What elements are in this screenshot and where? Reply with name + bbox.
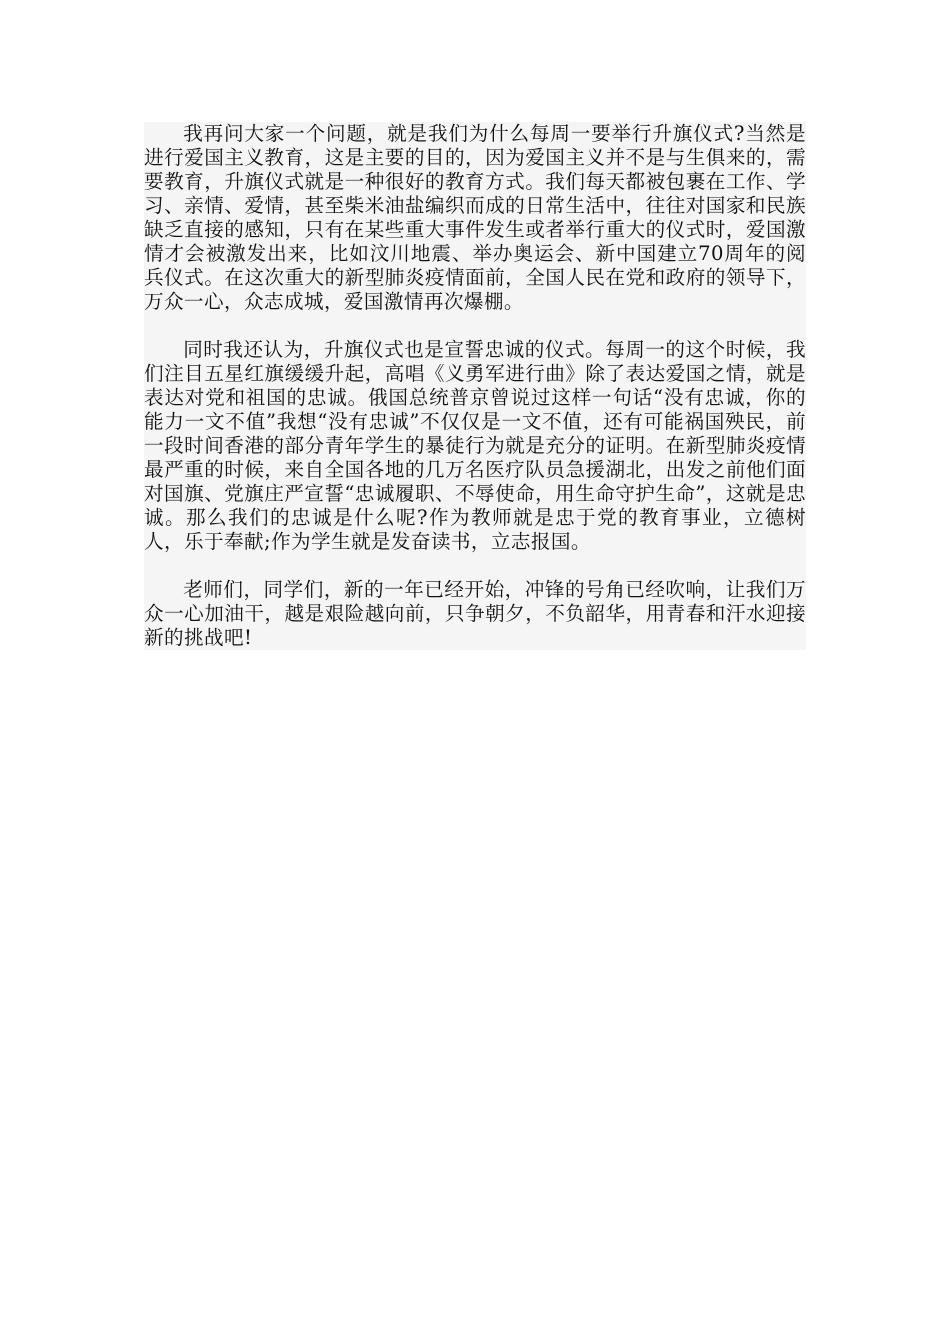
paragraph-new-year-call: 老师们，同学们，新的一年已经开始，冲锋的号角已经吹响，让我们万众一心加油干，越是艰险越向前，只争朝夕，不负韶华，用青春和汗水迎接新的挑战吧! — [144, 578, 806, 649]
paragraph-loyalty-oath: 同时我还认为，升旗仪式也是宣誓忠诚的仪式。每周一的这个时候，我们注目五星红旗缓缓升起，高唱《义勇军进行曲》除了表达爱国之情，就是表达对党和祖国的忠诚。俄国总统普京曾说过这样一句话“没有忠诚，你的能力一文不值”我想“没有忠诚”不仅仅是一文不值，还有可能祸国殃民，前一段时间香港的部分青年学生的暴徒行为就是充分的证明。在新型肺炎疫情最严重的时候，来自全国各地的几万名医疗队员急援湖北，出发之前他们面对国旗、党旗庄严宣誓“忠诚履职、不辱使命，用生命守护生命”，这就是忠诚。那么我们的忠诚是什么呢?作为教师就是忠于党的教育事业，立德树人，乐于奉献;作为学生就是发奋读书，立志报国。 — [144, 338, 806, 553]
paragraph-flag-ceremony-purpose: 我再问大家一个问题，就是我们为什么每周一要举行升旗仪式?当然是进行爱国主义教育，这是主要的目的，因为爱国主义并不是与生俱来的，需要教育，升旗仪式就是一种很好的教育方式。我们每天都被包裹在工作、学习、亲情、爱情，甚至柴米油盐编织而成的日常生活中，往往对国家和民族缺乏直接的感知，只有在某些重大事件发生或者举行重大的仪式时，爱国激情才会被激发出来，比如汶川地震、举办奥运会、新中国建立70周年的阅兵仪式。在这次重大的新型肺炎疫情面前，全国人民在党和政府的领导下，万众一心，众志成城，爱国激情再次爆棚。 — [144, 122, 806, 313]
document-text-block — [144, 122, 806, 650]
